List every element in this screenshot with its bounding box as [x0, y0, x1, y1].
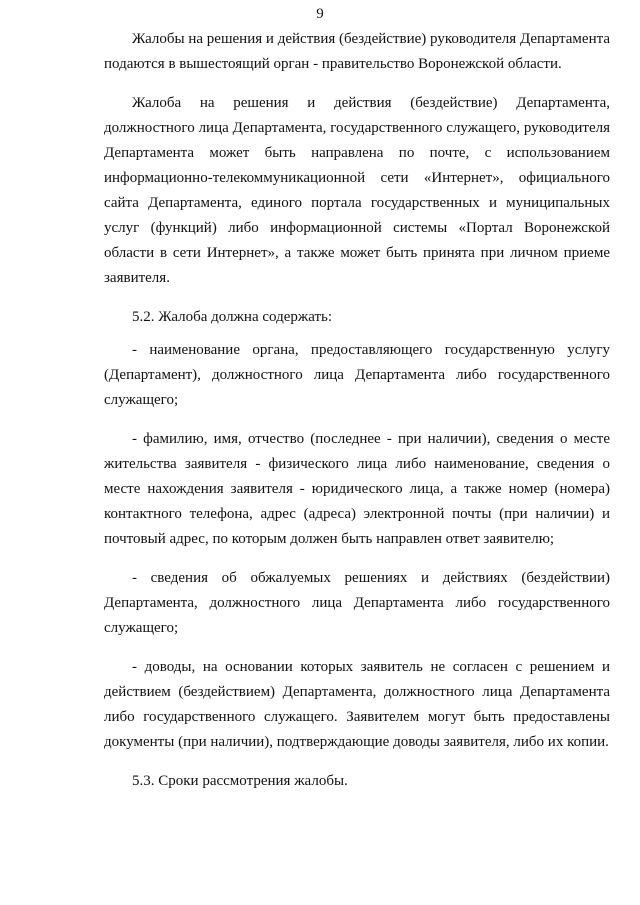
list-item-authority-name: - наименование органа, предоставляющего государственную услугу (Департамент), должностного лица Департамента либо государственного служащего; [104, 342, 610, 408]
page-number: 9 [316, 6, 324, 22]
list-item-applicant-details: - фамилию, имя, отчество (последнее - при наличии), сведения о месте жительства заявителя - физического лица либо наименование, сведения о месте нахождения заявителя - юридического лица, а также номер (номера) контактного телефона, адрес (адреса) электронной почты (при наличии) и почтовый адрес, по которым должен быть направлен ответ заявителю; [104, 431, 610, 547]
document-body [104, 27, 610, 808]
list-item-arguments: - доводы, на основании которых заявитель не согласен с решением и действием (бездействием) Департамента, должностного лица Департамента либо государственного служащего. Заявителем могут быть предоставлены документы (при наличии), подтверждающие доводы заявителя, либо их копии. [104, 659, 610, 750]
paragraph-appeal-to-government: Жалобы на решения и действия (бездействие) руководителя Департамента подаются в вышестоящий орган - правительство Воронежской области. [104, 31, 610, 72]
section-5-2-heading: 5.2. Жалоба должна содержать: [132, 309, 333, 325]
list-item-contested-decisions: - сведения об обжалуемых решениях и действиях (бездействии) Департамента, должностного лица Департамента либо государственного служащего; [104, 570, 610, 636]
section-5-3-heading: 5.3. Сроки рассмотрения жалобы. [132, 773, 348, 789]
paragraph-complaint-submission-methods: Жалоба на решения и действия (бездействие) Департамента, должностного лица Департамента, государственного служащего, руководителя Департамента может быть направлена по почте, с использованием информационно-телекоммуникационной сети «Интернет», официального сайта Департамента, единого портала государственных и муниципальных услуг (функций) либо информационной системы «Портал Воронежской области в сети Интернет», а также может быть принята при личном приеме заявителя. [104, 95, 610, 286]
